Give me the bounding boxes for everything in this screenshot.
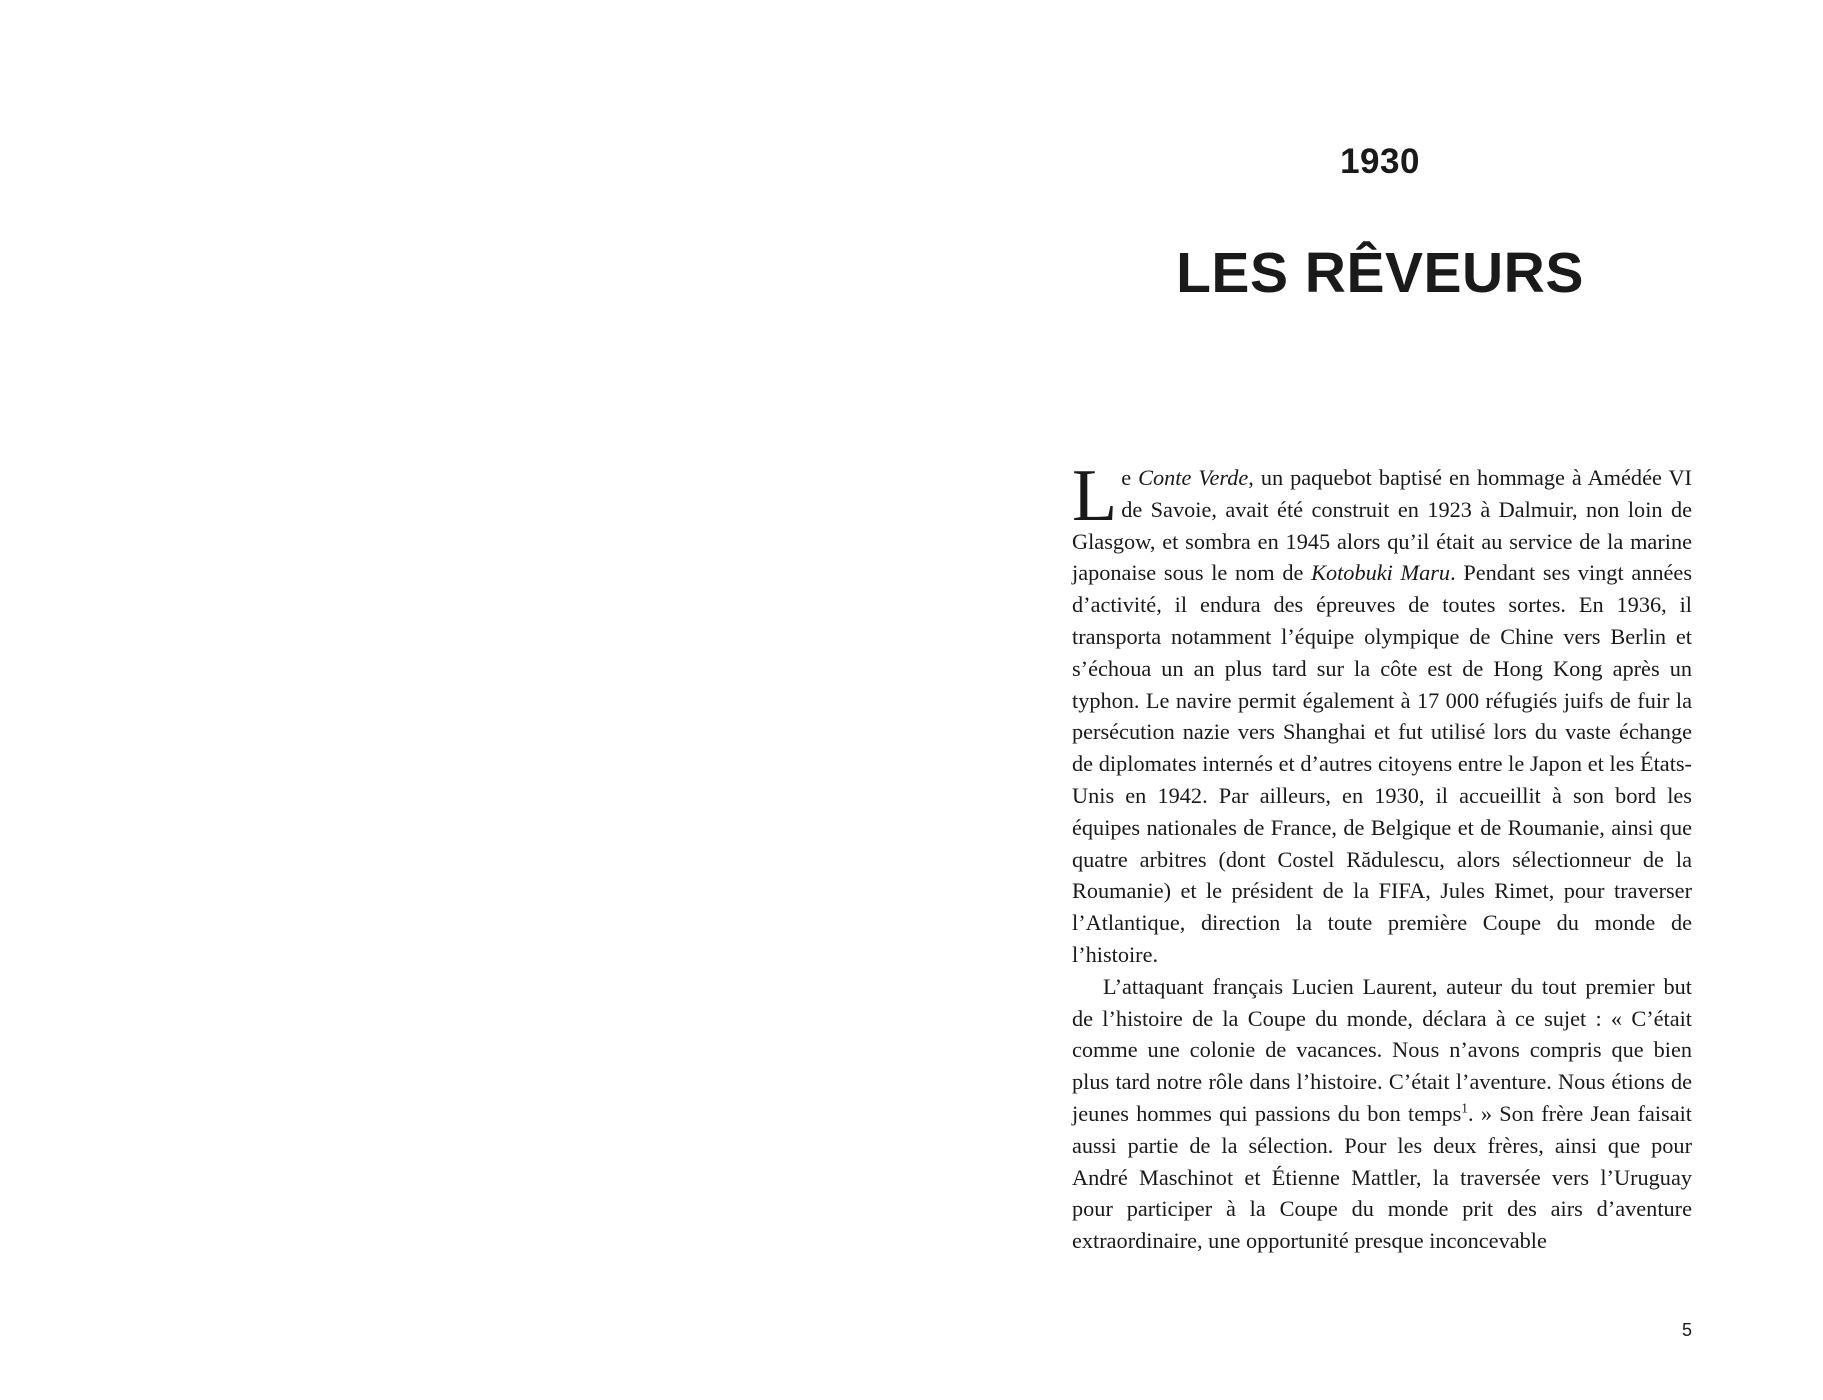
left-page-blank [0,0,911,1400]
footnote-reference[interactable]: 1 [1461,1100,1468,1116]
paragraph-1-text-a: e [1121,465,1139,490]
page-number: 5 [1681,1320,1692,1340]
paragraph-1-text-c: . Pendant ses vingt années d’activité, il endura des épreuves de toutes sortes. En 1936, il transporta notamment l’équipe olympique de Chine vers Berlin et s’échoua un an plus tard sur la côte est de Hong Kong après un typhon. Le navire permit également à 17 000 réfugiés juifs de fuir la persécution nazie vers Shanghai et fut utilisé lors du vaste échange de diplomates internés et d’autres citoyens entre le Japon et les États-Unis en 1942. Par ailleurs, en 1930, il accueillit à son bord les équipes nationales de France, de Belgique et de Roumanie, ainsi que quatre arbitres (dont Costel Rădulescu, alors sélectionneur de la Roumanie) et le président de la FIFA, Jules Rimet, pour traverser l’Atlantique, direction la toute première Coupe du monde de l’histoire. [1072,560,1692,967]
paragraph-1-text-b: , un paquebot baptisé en hommage à Amédée VI de Savoie, avait été construit en 1923 à Dalmuir, non loin de Glasgow, et sombra en 1945 alors qu’il était au service de la marine japonaise sous le nom de [1072,465,1692,586]
chapter-title: LES RÊVEURS [1176,241,1584,305]
paragraph-2 [1072,971,1692,1257]
ship-name-conte-verde: Conte Verde [1138,465,1249,490]
chapter-year: 1930 [1340,142,1420,181]
chapter-body [1072,455,1692,1257]
paragraph-1 [1072,455,1692,971]
paragraph-2-text-b: . » Son frère Jean faisait aussi partie de la sélection. Pour les deux frères, ainsi que pour André Maschinot et Étienne Mattler, la traversée vers l’Uruguay pour participer à la Coupe du monde prit des airs d’aventure extraordinaire, une opportunité presque inconcevable [1072,1100,1692,1254]
drop-cap: L [1072,455,1118,537]
ship-name-kotobuki-maru: Kotobuki Maru [1311,560,1451,586]
paragraph-2-text-a: L’attaquant français Lucien Laurent, auteur du tout premier but de l’histoire de la Coupe du monde, déclara à ce sujet : « C’était comme une colonie de vacances. Nous n’avons compris que bien plus tard notre rôle dans l’histoire. C’était l’aventure. Nous étions de jeunes hommes qui passions du bon temps [1072,973,1692,1126]
